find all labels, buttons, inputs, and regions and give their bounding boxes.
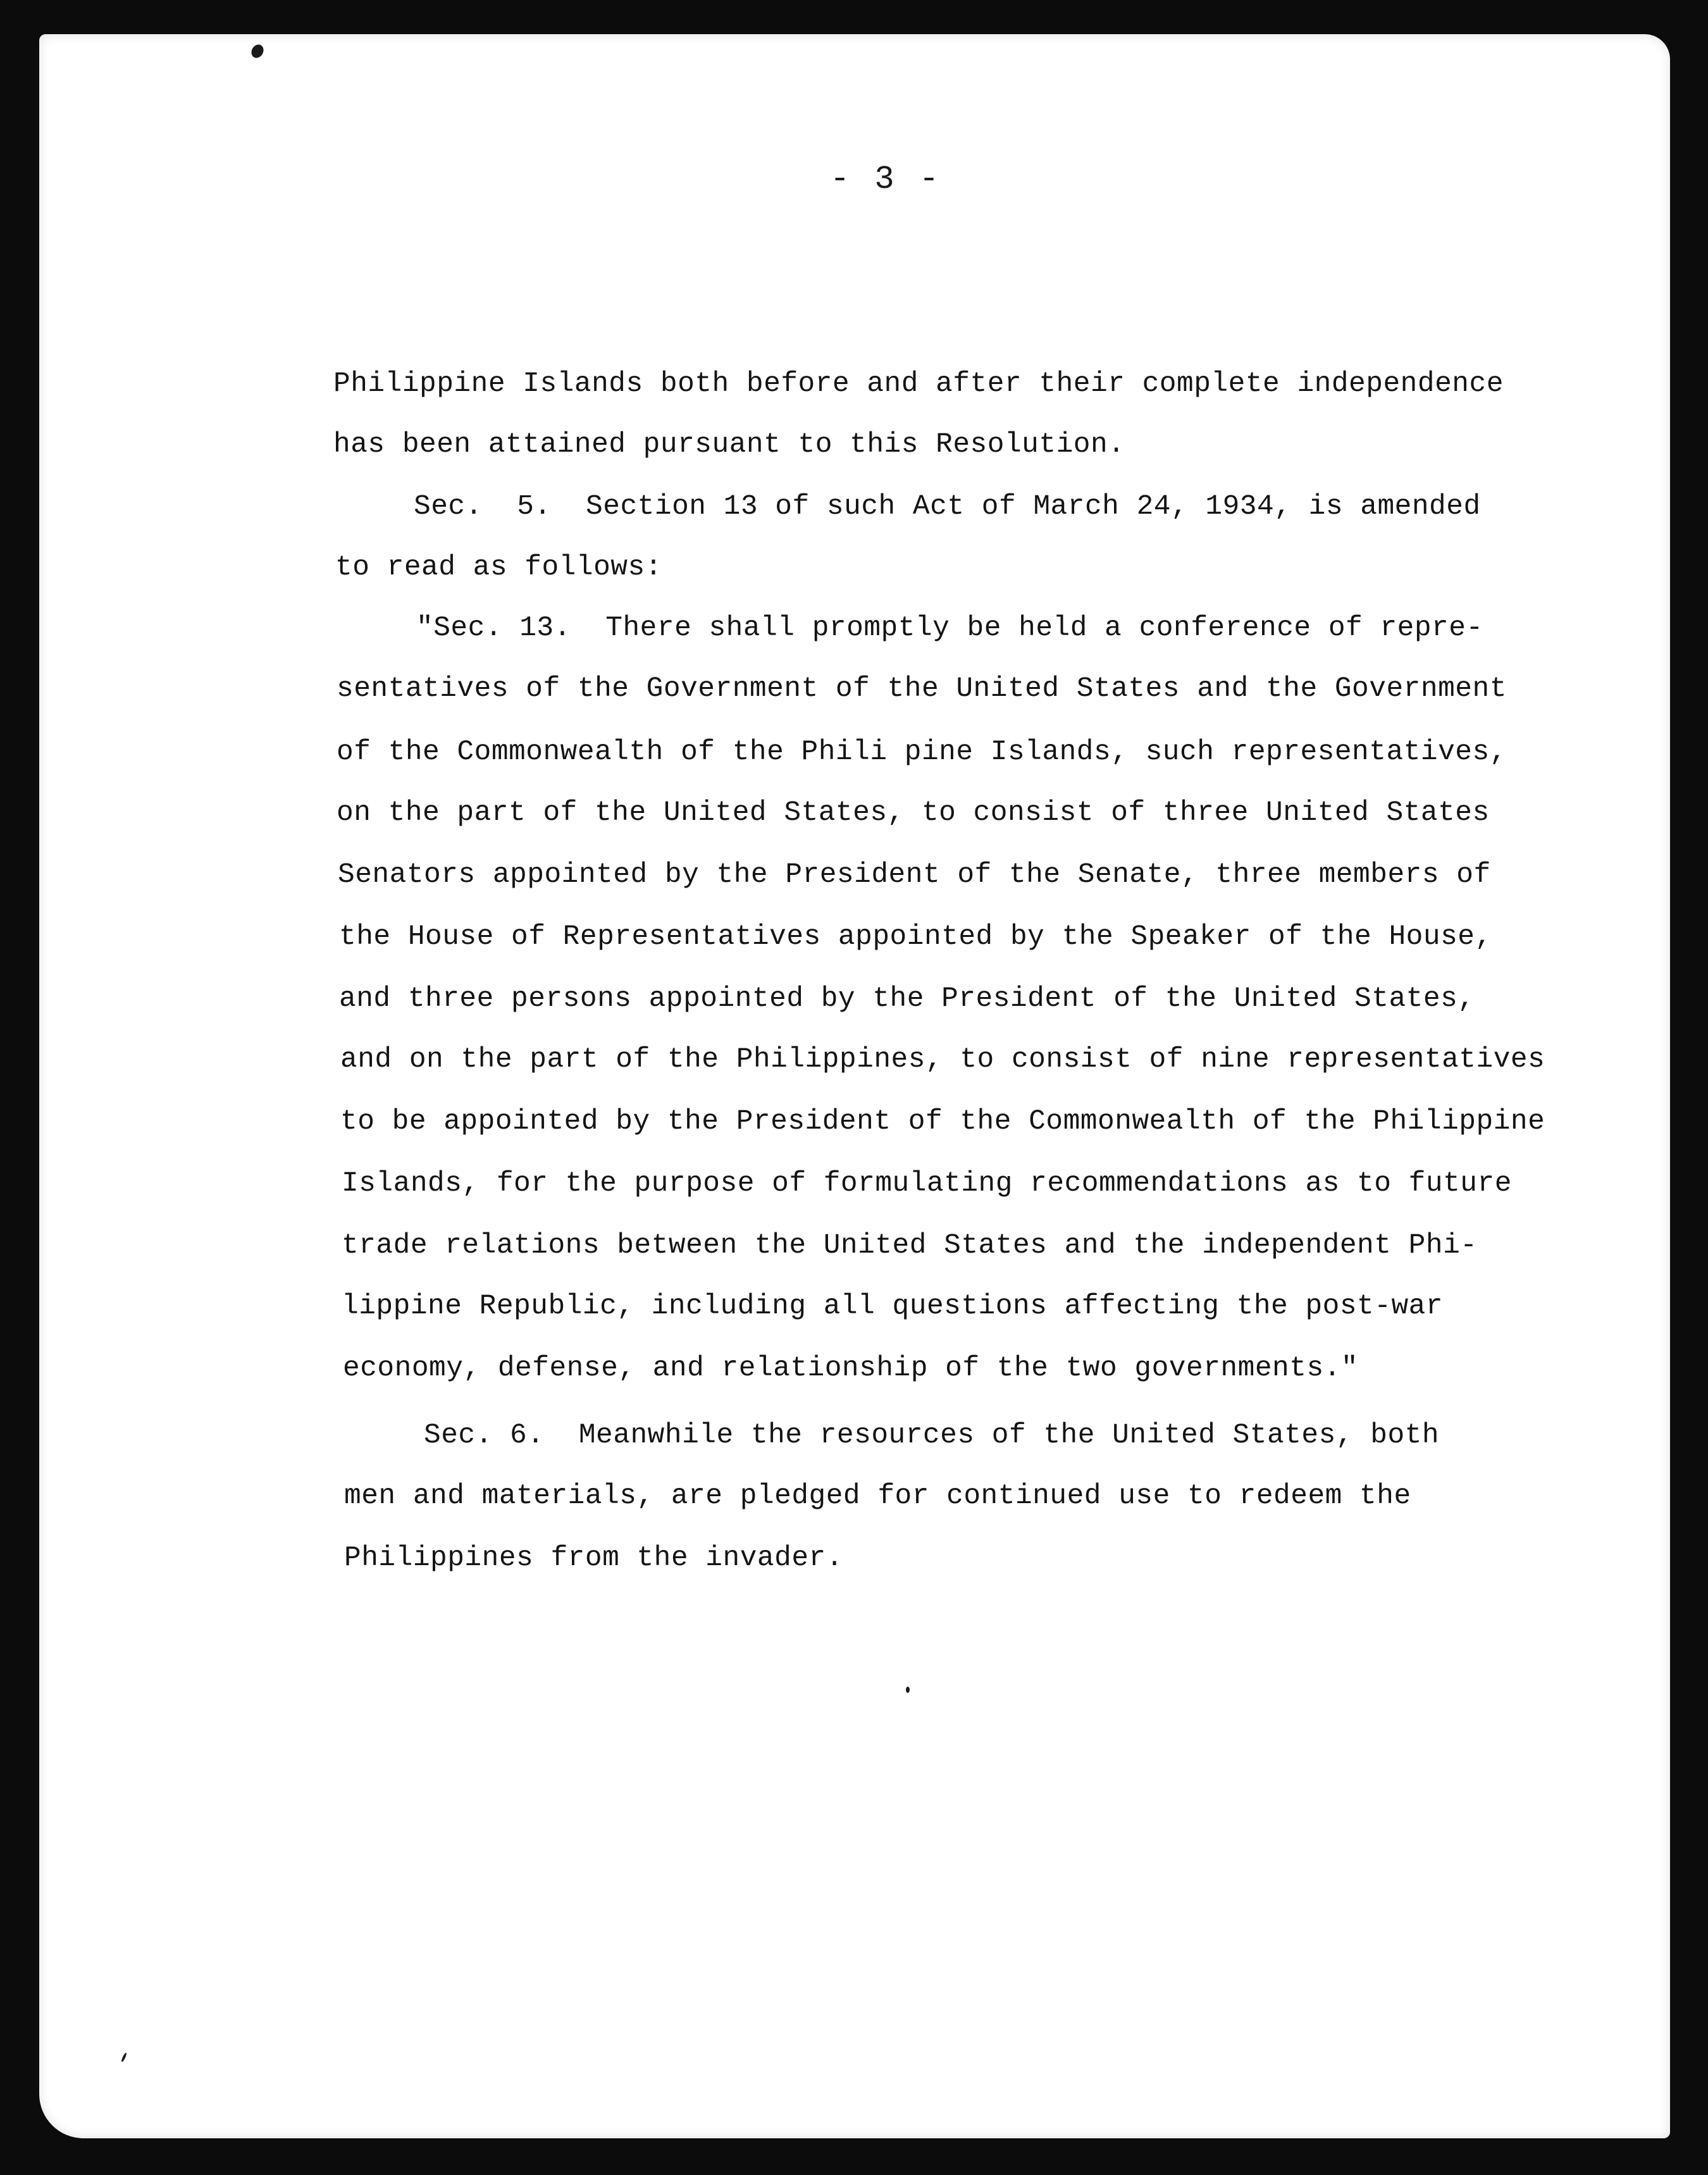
text-line: and three persons appointed by the President of the United States, [339,983,1475,1015]
text-line: Sec. 5. Section 13 of such Act of March 24, 1934, is amended [414,491,1481,523]
text-line: has been attained pursuant to this Resolution. [333,429,1125,461]
text-line: Senators appointed by the President of the Senate, three members of [338,859,1491,891]
text-line: Sec. 6. Meanwhile the resources of the United States, both [424,1420,1440,1451]
text-line: to be appointed by the President of the Commonwealth of the Philippine [340,1106,1545,1137]
text-line: the House of Representatives appointed by the Speaker of the House, [339,921,1492,953]
text-line: lippine Republic, including all questions affecting the post-war [342,1291,1444,1322]
text-line: economy, defense, and relationship of the two governments." [343,1353,1359,1384]
text-line: Philippine Islands both before and after their complete independence [333,368,1504,400]
text-line: on the part of the United States, to consist of three United States [337,797,1490,829]
text-line: sentatives of the Government of the United States and the Government [337,673,1507,705]
text-line: of the Commonwealth of the Phili pine Islands, such representatives, [337,736,1507,768]
text-line: men and materials, are pledged for continued use to redeem the [344,1480,1411,1512]
page-number: - 3 - [830,161,942,198]
text-line: to read as follows: [335,552,662,583]
document-page [39,34,1670,2138]
ink-speck [121,2052,127,2062]
text-line: "Sec. 13. There shall promptly be held a conference of repre- [416,612,1483,644]
text-line: trade relations between the United States and the independent Phi- [342,1230,1478,1261]
text-line: Philippines from the invader. [344,1542,843,1574]
ink-speck [906,1687,910,1693]
text-line: and on the part of the Philippines, to consist of nine representatives [340,1044,1545,1075]
ink-speck [249,42,266,60]
text-line: Islands, for the purpose of formulating recommendations as to future [342,1168,1512,1199]
